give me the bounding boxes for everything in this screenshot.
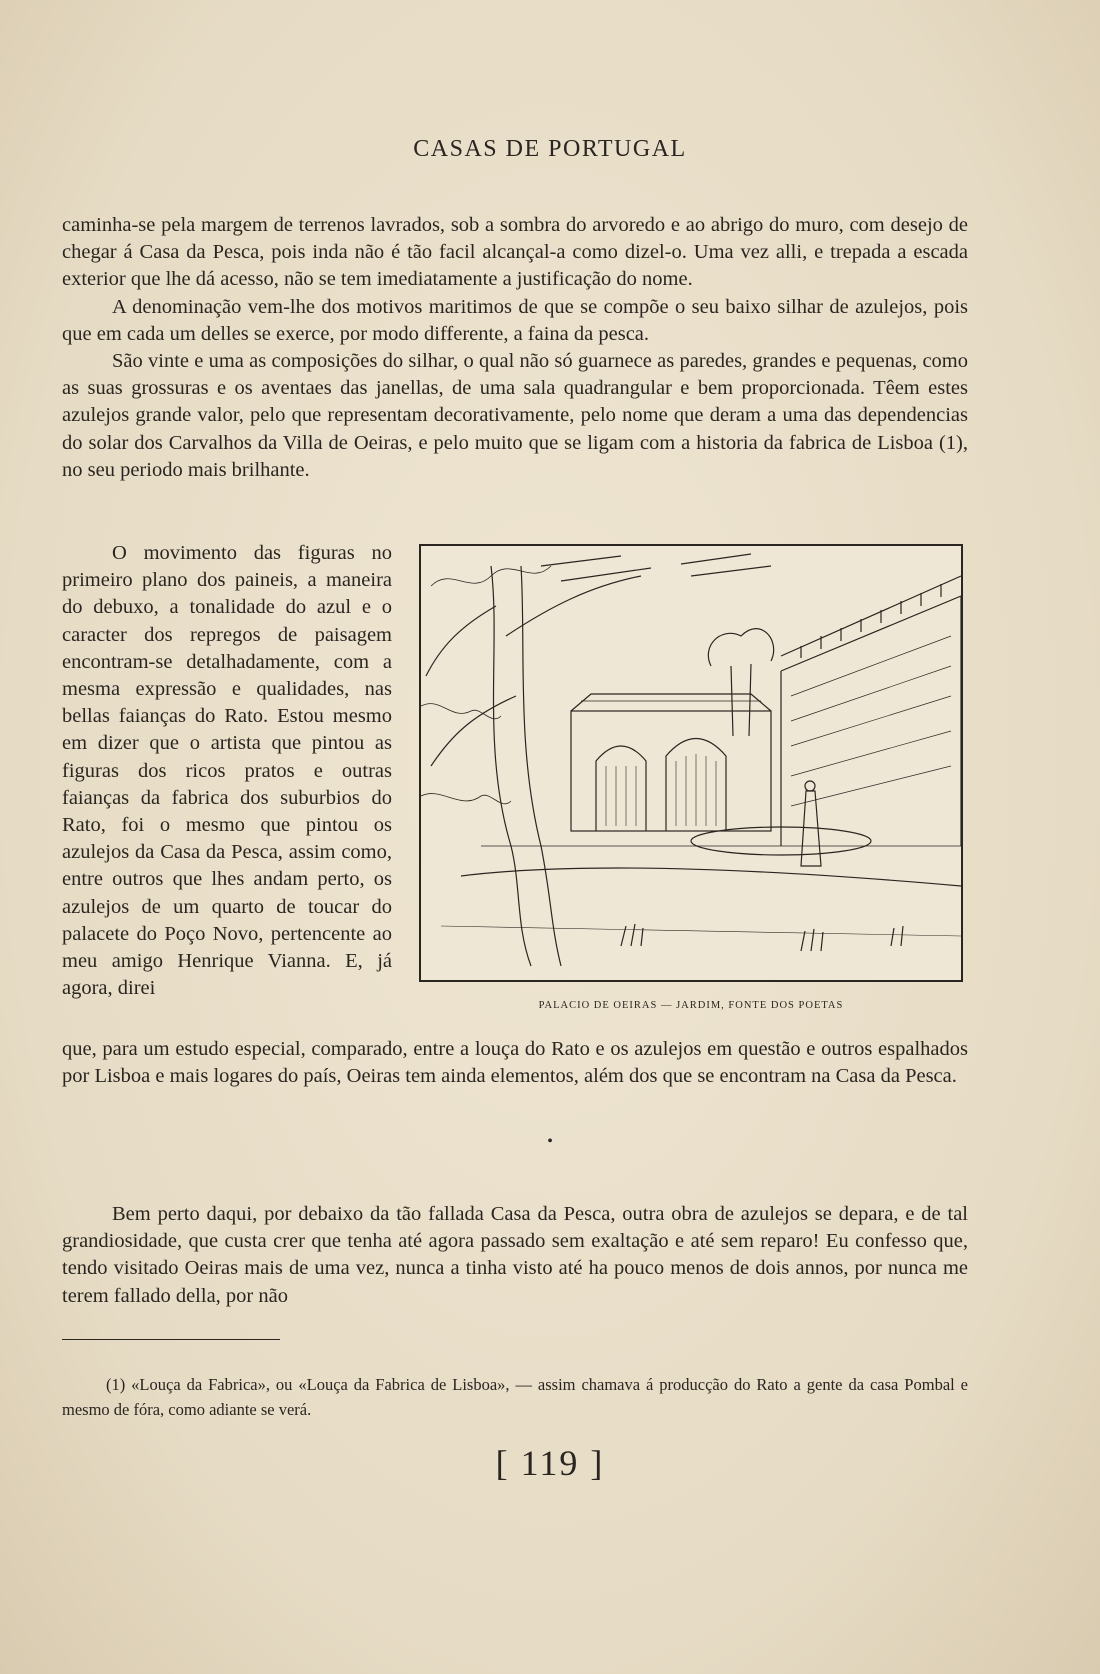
footnote	[62, 1372, 968, 1422]
figure-caption: PALACIO DE OEIRAS — JARDIM, FONTE DOS POETAS	[538, 1000, 844, 1011]
running-head: CASAS DE PORTUGAL	[413, 136, 687, 162]
body-block-continued	[62, 1036, 968, 1090]
paragraph: A denominação vem-lhe dos motivos maritimos de que se compõe o seu baixo silhar de azulejos, pois que em cada um delles se exerce, por modo differente, a faina da pesca.	[62, 295, 968, 345]
garden-engraving-image	[421, 546, 961, 980]
footnote-rule	[62, 1339, 280, 1340]
left-column-paragraph	[62, 540, 392, 1002]
paragraph: que, para um estudo especial, comparado, entre a louça do Rato e os azulejos em questão e outros espalhados por Lisboa e mais logares do país, Oeiras tem ainda elementos, além dos que se encontram na Casa da Pesca.	[62, 1038, 968, 1088]
illustration-palacio-oeiras	[419, 544, 963, 982]
footnote-text: (1) «Louça da Fabrica», ou «Louça da Fabrica de Lisboa», — assim chamava á producção do Rato a gente da casa Pombal e mesmo de fóra, como adiante se verá.	[62, 1375, 968, 1419]
section-separator: •	[547, 1133, 553, 1150]
paragraph: caminha-se pela margem de terrenos lavrados, sob a sombra do arvoredo e ao abrigo do muro, com desejo de chegar á Casa da Pesca, pois inda não é tão facil alcançal-a como dizel-o. Uma vez alli, e trepada a escada exterior que lhe dá acesso, não se tem imediatamente a justificação do nome.	[62, 214, 968, 291]
body-block-top	[62, 212, 968, 484]
paragraph: O movimento das figuras no primeiro plano dos paineis, a maneira do debuxo, a tonalidade do azul e o caracter dos repregos de paisagem encontram-se detalhadamente, com a mesma expressão e qualidades, nas bellas faianças do Rato. Estou mesmo em dizer que o artista que pintou as figuras dos ricos pratos e outras faianças da fabrica dos suburbios do Rato, foi o mesmo que pintou os azulejos da Casa da Pesca, assim como, entre outros que lhes andam perto, os azulejos de um quarto de toucar do palacete do Poço Novo, pertencente ao meu amigo Henrique Vianna. E, já agora, direi	[62, 542, 392, 1000]
paragraph: São vinte e uma as composições do silhar, o qual não só guarnece as paredes, grandes e pequenas, como as suas grossuras e os aventaes das janellas, de uma sala quadrangular e bem proporcionada. Têem estes azulejos grande valor, pelo que representam decorativamente, pelo nome que deram a uma das dependencias do solar dos Carvalhos da Villa de Oeiras, e pelo muito que se ligam com a historia da fabrica de Lisboa (1), no seu periodo mais brilhante.	[62, 350, 968, 481]
page-number: [ 119 ]	[495, 1443, 605, 1483]
body-block-bottom	[62, 1201, 968, 1310]
paragraph: Bem perto daqui, por debaixo da tão fallada Casa da Pesca, outra obra de azulejos se depara, e de tal grandiosidade, que custa crer que tenha até agora passado sem exaltação e até sem reparo! Eu confesso que, tendo visitado Oeiras mais de uma vez, nunca a tinha visto até ha pouco menos de dois annos, por nunca me terem fallado della, por não	[62, 1203, 968, 1307]
